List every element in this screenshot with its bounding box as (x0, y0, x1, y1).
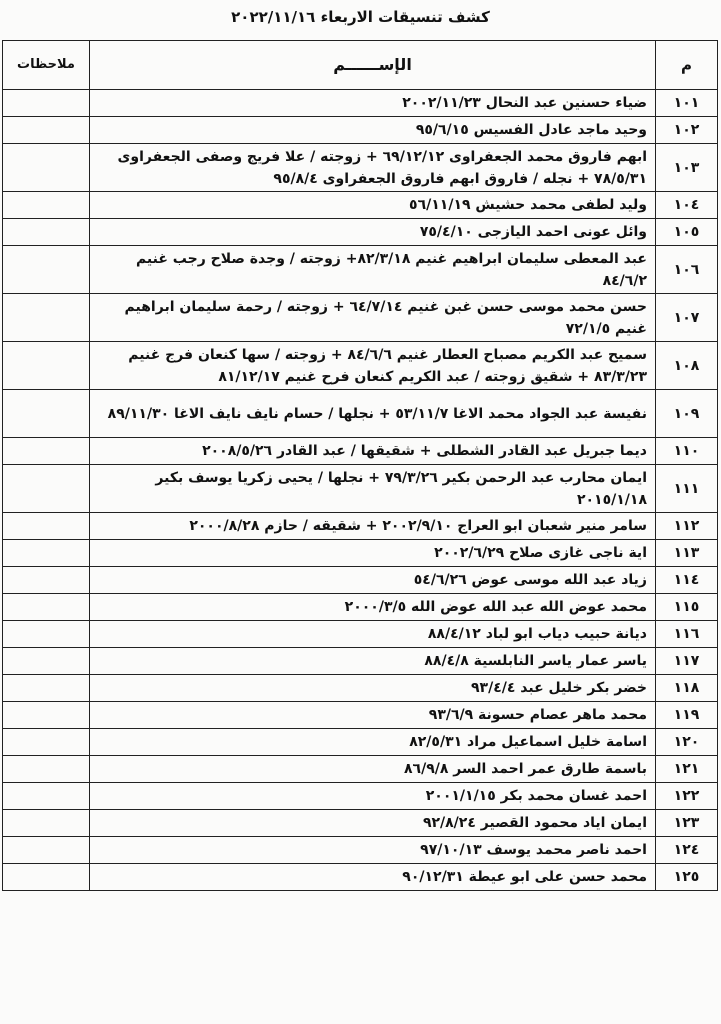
row-name: محمد ماهر عصام حسونة ٩٣/٦/٩ (90, 702, 656, 729)
row-notes (3, 810, 90, 837)
page-title: كشف تنسيقات الاربعاء ٢٠٢٢/١١/١٦ (231, 8, 490, 26)
row-name: ياسر عمار ياسر النابلسية ٨٨/٤/٨ (90, 648, 656, 675)
table-row (3, 648, 718, 675)
row-notes (3, 621, 90, 648)
row-name: ايمان محارب عبد الرحمن بكير ٧٩/٣/٢٦ + نجلها / يحيى زكريا يوسف بكير ٢٠١٥/١/١٨ (90, 465, 656, 513)
row-name: وليد لطفى محمد حشيش ٥٦/١١/١٩ (90, 192, 656, 219)
row-number: ١١٩ (656, 702, 718, 729)
table-row (3, 675, 718, 702)
row-name: اسامة خليل اسماعيل مراد ٨٢/٥/٣١ (90, 729, 656, 756)
row-name: محمد حسن على ابو عيطة ٩٠/١٢/٣١ (90, 864, 656, 891)
row-notes (3, 117, 90, 144)
row-number: ١١٢ (656, 513, 718, 540)
roster-body (3, 90, 718, 891)
row-name: نفيسة عبد الجواد محمد الاغا ٥٣/١١/٧ + نجلها / حسام نايف نايف الاغا ٨٩/١١/٣٠ (90, 390, 656, 438)
table-row (3, 756, 718, 783)
header-row (3, 41, 718, 90)
row-notes (3, 648, 90, 675)
row-notes (3, 675, 90, 702)
row-number: ١١٥ (656, 594, 718, 621)
table-row (3, 567, 718, 594)
row-notes (3, 342, 90, 390)
row-name: وحيد ماجد عادل الفسيس ٩٥/٦/١٥ (90, 117, 656, 144)
row-notes (3, 438, 90, 465)
row-notes (3, 729, 90, 756)
table-row (3, 594, 718, 621)
row-number: ١٠٩ (656, 390, 718, 438)
row-name: محمد عوض الله عبد الله عوض الله ٢٠٠٠/٣/٥ (90, 594, 656, 621)
row-number: ١٠٣ (656, 144, 718, 192)
header-name: الإســــــم (90, 41, 656, 90)
row-name: احمد ناصر محمد يوسف ٩٧/١٠/١٣ (90, 837, 656, 864)
row-name: زياد عبد الله موسى عوض ٥٤/٦/٢٦ (90, 567, 656, 594)
row-name: ضياء حسنين عبد النحال ٢٠٠٢/١١/٢٣ (90, 90, 656, 117)
row-notes (3, 513, 90, 540)
roster-table (2, 40, 718, 891)
row-notes (3, 864, 90, 891)
row-name: خضر بكر خليل عبد ٩٣/٤/٤ (90, 675, 656, 702)
row-name: احمد غسان محمد بكر ٢٠٠١/١/١٥ (90, 783, 656, 810)
table-row (3, 621, 718, 648)
row-name: اية ناجى غازى صلاح ٢٠٠٢/٦/٢٩ (90, 540, 656, 567)
row-number: ١٢١ (656, 756, 718, 783)
row-number: ١١٨ (656, 675, 718, 702)
row-number: ١١٧ (656, 648, 718, 675)
table-row (3, 864, 718, 891)
row-name: سميح عبد الكريم مصباح العطار غنيم ٨٤/٦/٦ + زوجته / سها كنعان فرج غنيم ٨٣/٣/٢٣ + شقيق زوجته / عبد الكريم كنعان فرح غنيم ٨١/١٢/١٧ (90, 342, 656, 390)
table-row (3, 117, 718, 144)
header-number: م (656, 41, 718, 90)
row-notes (3, 837, 90, 864)
row-number: ١٠٧ (656, 294, 718, 342)
row-number: ١١٦ (656, 621, 718, 648)
table-row (3, 837, 718, 864)
row-number: ١١١ (656, 465, 718, 513)
row-number: ١٠٥ (656, 219, 718, 246)
row-notes (3, 390, 90, 438)
row-notes (3, 144, 90, 192)
table-row (3, 810, 718, 837)
table-row (3, 90, 718, 117)
row-name: وائل عونى احمد اليازجى ٧٥/٤/١٠ (90, 219, 656, 246)
table-row (3, 513, 718, 540)
header-notes: ملاحظات (3, 41, 90, 90)
row-notes (3, 294, 90, 342)
table-row (3, 390, 718, 438)
row-name: ايمان اياد محمود القصير ٩٢/٨/٢٤ (90, 810, 656, 837)
row-number: ١١٠ (656, 438, 718, 465)
row-number: ١٢٠ (656, 729, 718, 756)
row-notes (3, 219, 90, 246)
row-number: ١٢٣ (656, 810, 718, 837)
row-number: ١٠٢ (656, 117, 718, 144)
row-number: ١٠١ (656, 90, 718, 117)
row-name: ديانة حبيب دياب ابو لباد ٨٨/٤/١٢ (90, 621, 656, 648)
row-number: ١٠٤ (656, 192, 718, 219)
row-number: ١٢٢ (656, 783, 718, 810)
table-row (3, 246, 718, 294)
row-notes (3, 246, 90, 294)
table-row (3, 729, 718, 756)
row-notes (3, 783, 90, 810)
row-notes (3, 192, 90, 219)
table-row (3, 540, 718, 567)
row-notes (3, 594, 90, 621)
row-number: ١١٣ (656, 540, 718, 567)
row-number: ١٢٤ (656, 837, 718, 864)
table-row (3, 438, 718, 465)
row-number: ١٠٨ (656, 342, 718, 390)
table-row (3, 294, 718, 342)
table-row (3, 192, 718, 219)
row-number: ١١٤ (656, 567, 718, 594)
row-notes (3, 567, 90, 594)
row-name: عبد المعطى سليمان ابراهيم غنيم ٨٢/٣/١٨+ زوجته / وجدة صلاح رجب غنيم ٨٤/٦/٢ (90, 246, 656, 294)
table-row (3, 702, 718, 729)
table-row (3, 465, 718, 513)
row-name: ديما جبريل عبد القادر الشطلى + شقيقها / عبد القادر ٢٠٠٨/٥/٢٦ (90, 438, 656, 465)
row-notes (3, 702, 90, 729)
table-row (3, 144, 718, 192)
row-notes (3, 756, 90, 783)
row-name: ابهم فاروق محمد الجعفراوى ٦٩/١٢/١٢ + زوجته / علا فريج وصفى الجعفراوى ٧٨/٥/٣١ + نجله / فاروق ابهم فاروق الجعفراوى ٩٥/٨/٤ (90, 144, 656, 192)
row-notes (3, 465, 90, 513)
row-notes (3, 540, 90, 567)
row-name: حسن محمد موسى حسن غبن غنيم ٦٤/٧/١٤ + زوجته / رحمة سليمان ابراهيم غنيم ٧٢/١/٥ (90, 294, 656, 342)
table-row (3, 219, 718, 246)
row-notes (3, 90, 90, 117)
row-name: باسمة طارق عمر احمد السر ٨٦/٩/٨ (90, 756, 656, 783)
row-number: ١٢٥ (656, 864, 718, 891)
row-name: سامر منير شعبان ابو العراج ٢٠٠٢/٩/١٠ + شقيقه / حازم ٢٠٠٠/٨/٢٨ (90, 513, 656, 540)
table-row (3, 342, 718, 390)
row-number: ١٠٦ (656, 246, 718, 294)
table-row (3, 783, 718, 810)
